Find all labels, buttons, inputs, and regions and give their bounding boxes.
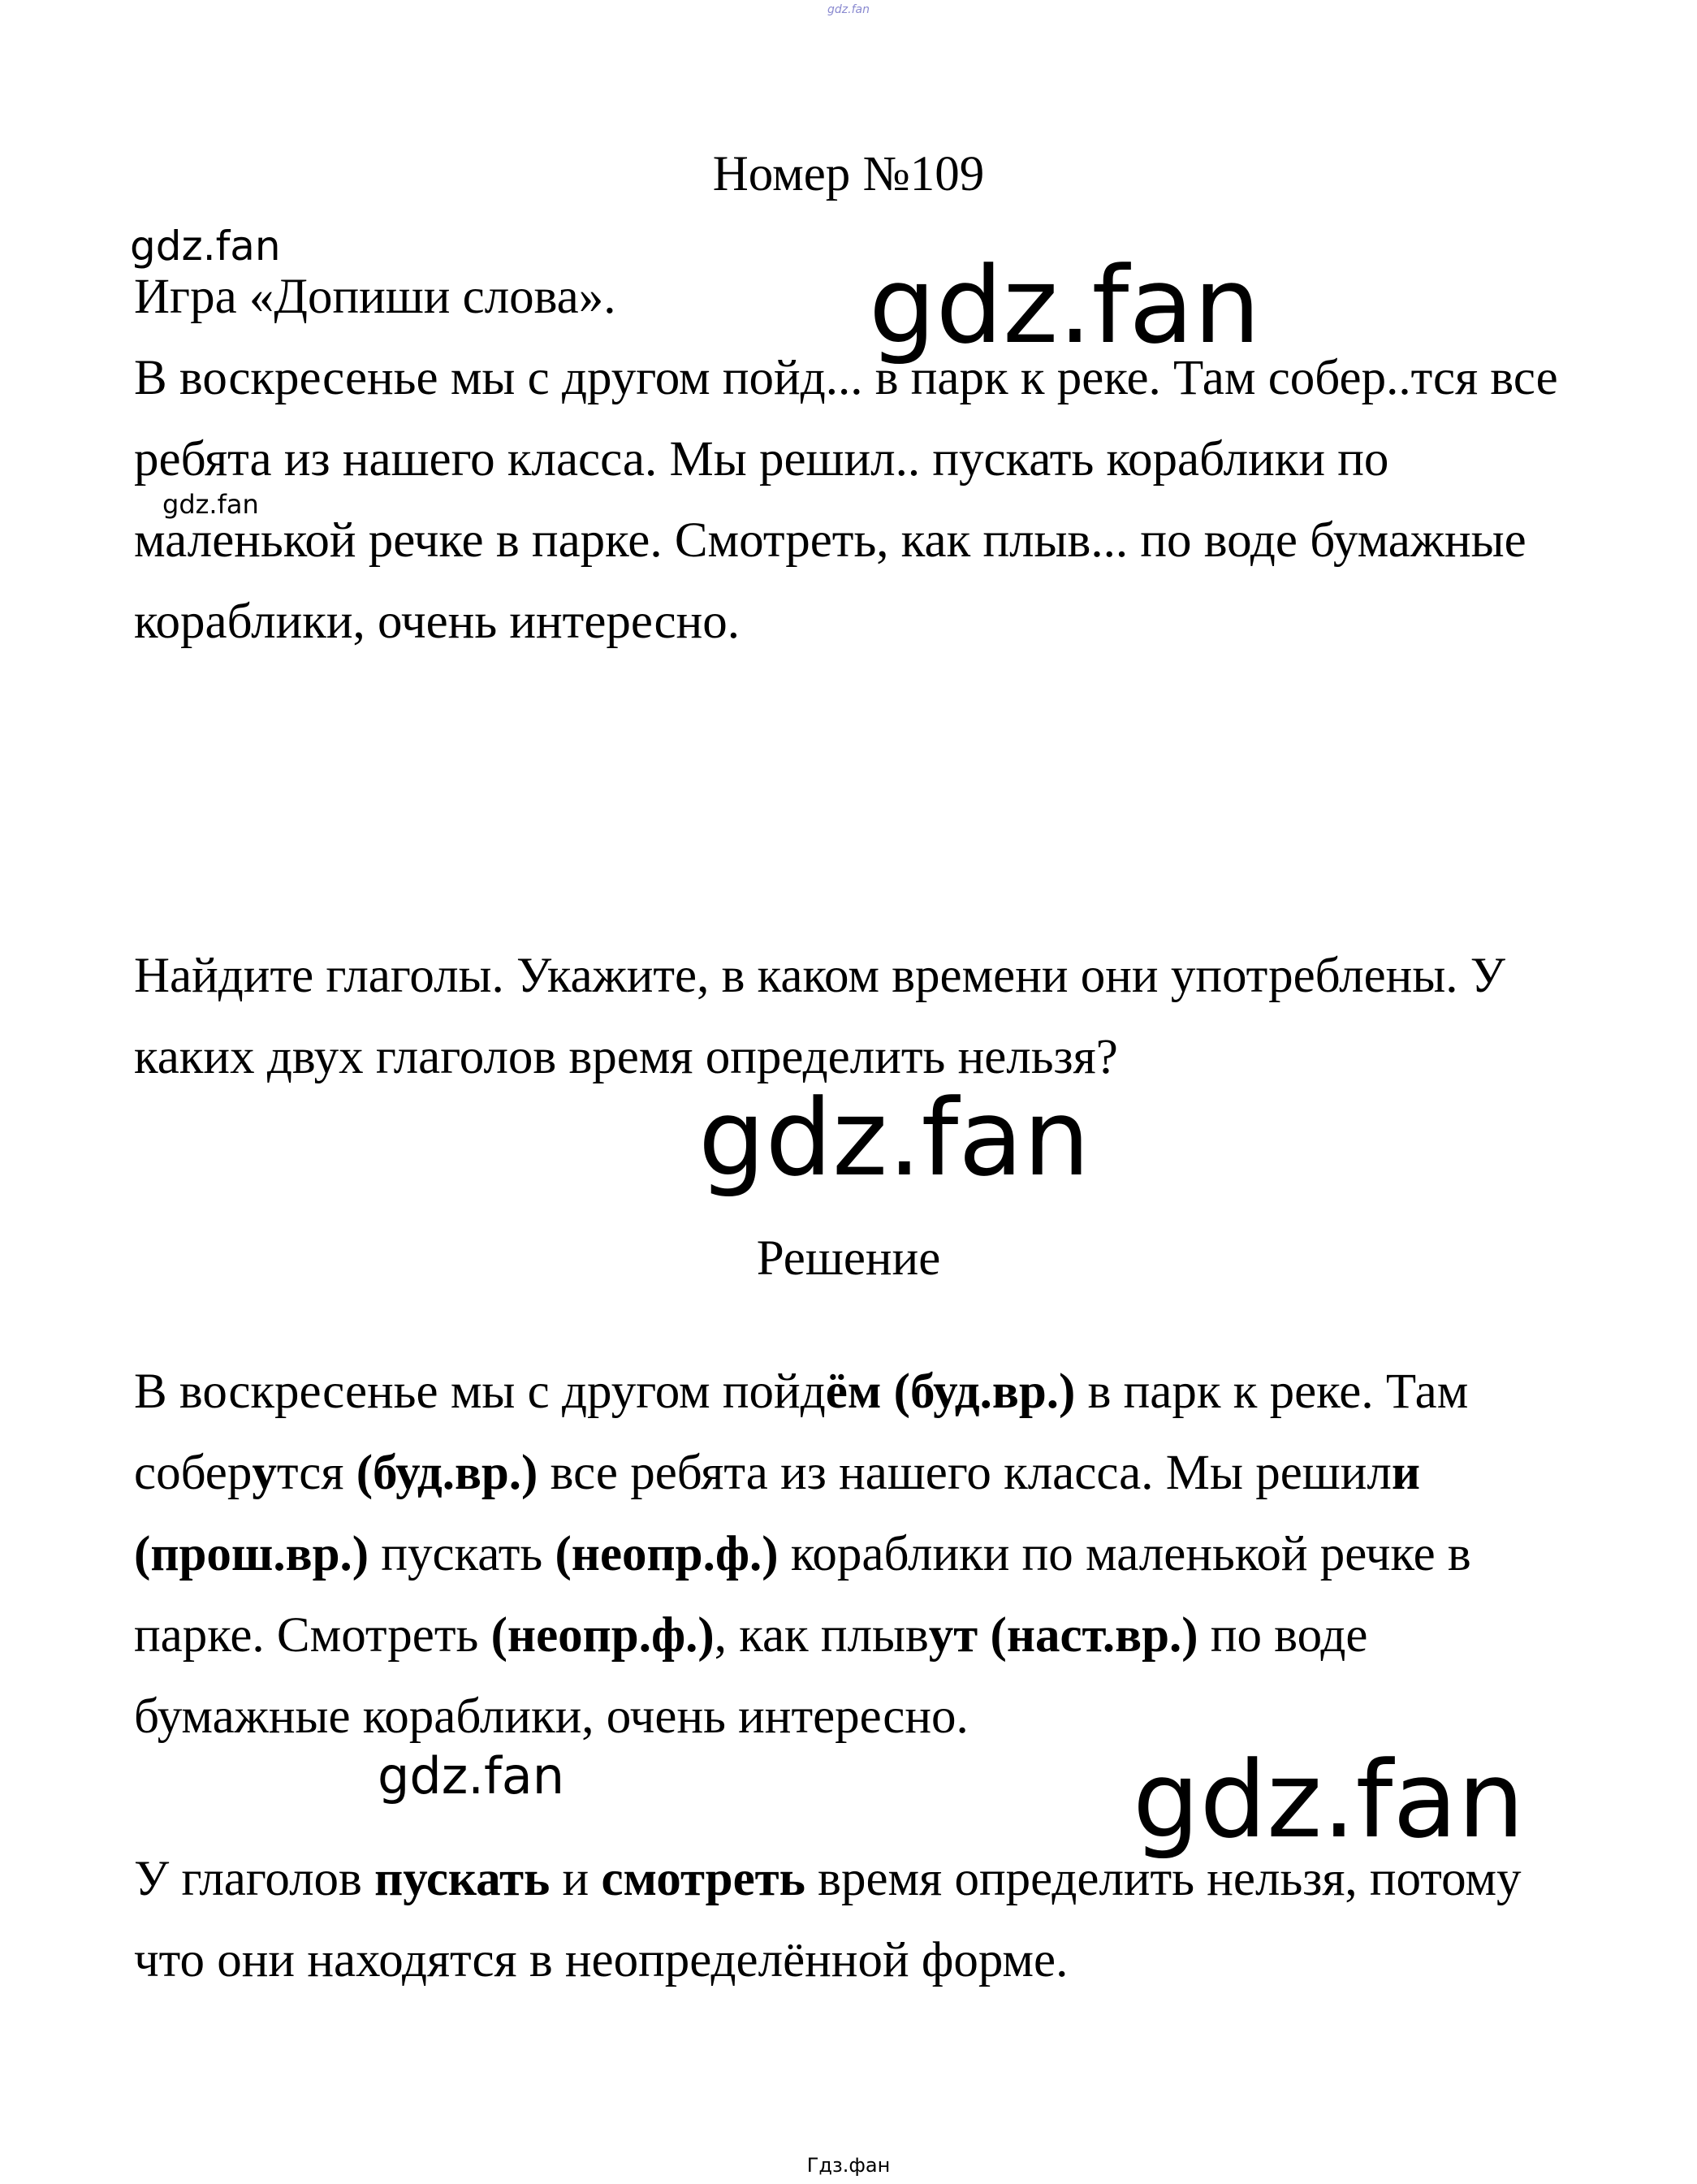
answer-mark: (неопр.ф.) — [490, 1608, 715, 1663]
answer-text: все ребята из нашего класса. Мы решил — [538, 1446, 1392, 1500]
solution-answer — [134, 1351, 1579, 1758]
task-heading: Игра «Допиши слова». — [134, 270, 616, 324]
watermark-big: gdz.fan — [1133, 1738, 1525, 1862]
conclusion-verb: пускать — [374, 1852, 551, 1906]
answer-text: по воде бумажные кораблики, очень интересно. — [134, 1608, 1368, 1744]
answer-text: кораблики по маленькой речке в парке. Смотреть — [134, 1527, 1471, 1663]
answer-text: пускать — [369, 1527, 555, 1581]
answer-text: В воскресенье мы с другом пойд — [134, 1364, 826, 1419]
page-title: Номер №109 — [712, 147, 985, 201]
footer-watermark: Гдз.фан — [806, 2154, 891, 2177]
answer-mark: (неопр.ф.) — [555, 1527, 779, 1581]
watermark-small: gdz.fan — [130, 223, 281, 270]
watermark-small: gdz.fan — [378, 1746, 565, 1806]
conclusion-text: время определить нельзя, потому что они находятся в неопределённой форме. — [134, 1852, 1522, 1987]
task-text: В воскресенье мы с другом пойд... в парк к реке. Там собер..тся все ребята из нашего класса. Мы решил.. пускать кораблики по маленькой речке в парке. Смотреть, как плыв... по воде бумажные кораблики, очень интересно. — [134, 351, 1558, 649]
answer-mark: у — [252, 1446, 277, 1500]
top-watermark: gdz.fan — [827, 3, 870, 16]
conclusion-text: У глаголов — [134, 1852, 375, 1906]
answer-mark: ут (наст.вр.) — [928, 1608, 1198, 1663]
watermark-big: gdz.fan — [698, 1076, 1090, 1200]
watermark-big: gdz.fan — [869, 244, 1261, 367]
task-question: Найдите глаголы. Укажите, в каком времени они употреблены. У каких двух глаголов время определить нельзя? — [134, 949, 1505, 1084]
solution-title: Решение — [756, 1231, 941, 1286]
solution-conclusion — [134, 1839, 1579, 2001]
conclusion-verb: смотреть — [601, 1852, 805, 1906]
conclusion-text: и — [550, 1852, 602, 1906]
answer-text: , как плыв — [714, 1608, 929, 1663]
answer-text: тся — [276, 1446, 356, 1500]
answer-mark: и (прош.вр.) — [134, 1446, 1420, 1581]
answer-mark: (буд.вр.) — [356, 1446, 538, 1500]
answer-text: в парк к реке. Там собер — [134, 1364, 1469, 1500]
answer-mark: ём (буд.вр.) — [825, 1364, 1076, 1419]
watermark-tiny: gdz.fan — [162, 489, 259, 520]
